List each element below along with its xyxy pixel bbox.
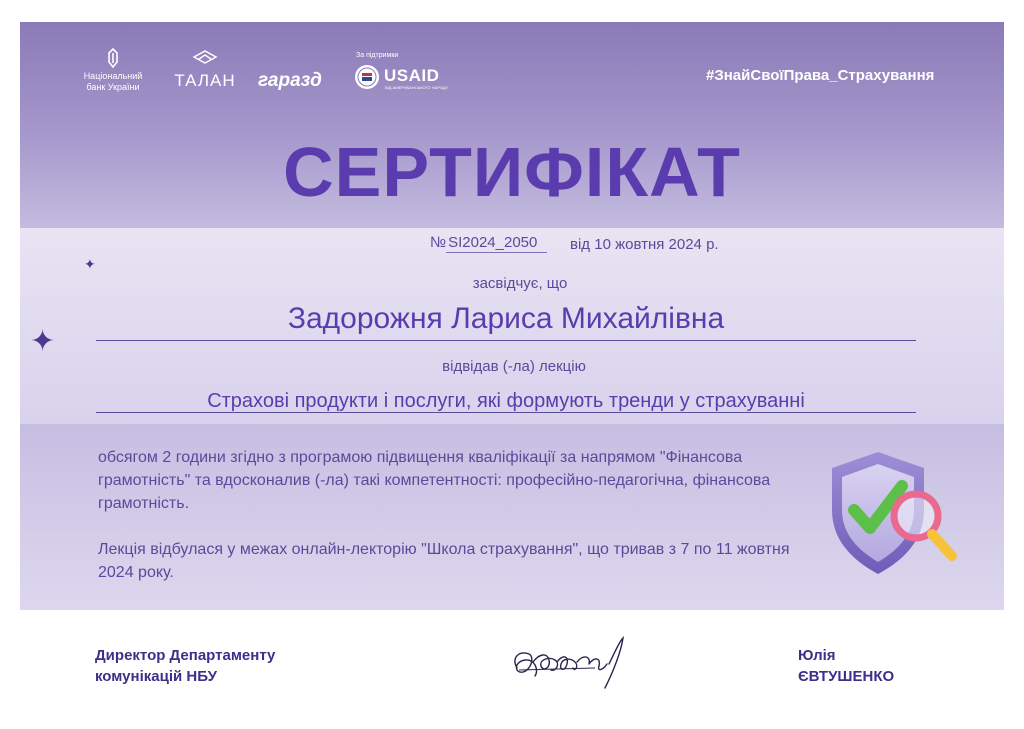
nbu-emblem-icon: [107, 48, 119, 68]
lecture-underline: [96, 412, 916, 413]
nbu-logo: [78, 48, 148, 93]
talan-logo-text: ТАЛАН: [174, 71, 236, 90]
sparkle-icon: ✦: [30, 325, 56, 358]
sparkle-icon: ✦: [84, 256, 96, 272]
signer-position: [95, 645, 345, 687]
signer-position-line2: комунікацій НБУ: [95, 668, 217, 685]
certificate-number: [430, 234, 547, 252]
recipient-name: Задорожня Лариса Михайлівна: [287, 302, 725, 335]
competencies-paragraph: обсягом 2 години згідно з програмою підвищення кваліфікації за напрямом "Фінансова грамотність" та вдосконалив (-ла) такі компетентності: професійно-педагогічна, фінансова грамотність.: [98, 449, 771, 512]
certificate-number-value: SI2024_2050: [446, 234, 547, 253]
talan-mark-icon: [192, 50, 218, 64]
talan-logo: [172, 50, 238, 91]
signer-last-name: ЄВТУШЕНКО: [798, 668, 895, 685]
certifies-text: засвідчує, що: [472, 275, 568, 292]
support-label: За підтримки: [356, 52, 399, 59]
usaid-logo-text: USAID: [384, 66, 440, 85]
nbu-logo-text: Національний банк України: [83, 71, 143, 92]
attended-text: відвідав (-ла) лекцію: [442, 358, 586, 375]
certificate-date: від 10 жовтня 2024 р.: [570, 236, 719, 253]
signature: [505, 632, 635, 692]
certificate-title: СЕРТИФІКАТ: [283, 133, 741, 211]
number-sign: №: [430, 234, 447, 251]
shield-check-magnifier-icon: [820, 450, 970, 580]
lecture-info-paragraph: Лекція відбулася у межах онлайн-лекторію "Школа страхування", що тривав з 7 по 11 жовтня 2024 року.: [98, 541, 790, 581]
hashtag: #ЗнайСвоїПрава_Страхування: [706, 67, 935, 84]
usaid-subtitle: ВІД АМЕРИКАНСЬКОГО НАРОДУ: [385, 85, 449, 90]
usaid-seal-icon: [354, 64, 380, 90]
signer-name: [798, 645, 894, 687]
lecture-title: Страхові продукти і послуги, які формують тренди у страхуванні: [207, 390, 805, 412]
signer-first-name: Юлія: [798, 647, 836, 664]
garazd-logo: гаразд: [258, 70, 322, 91]
signer-position-line1: Директор Департаменту: [95, 647, 276, 664]
recipient-underline: [96, 340, 916, 341]
